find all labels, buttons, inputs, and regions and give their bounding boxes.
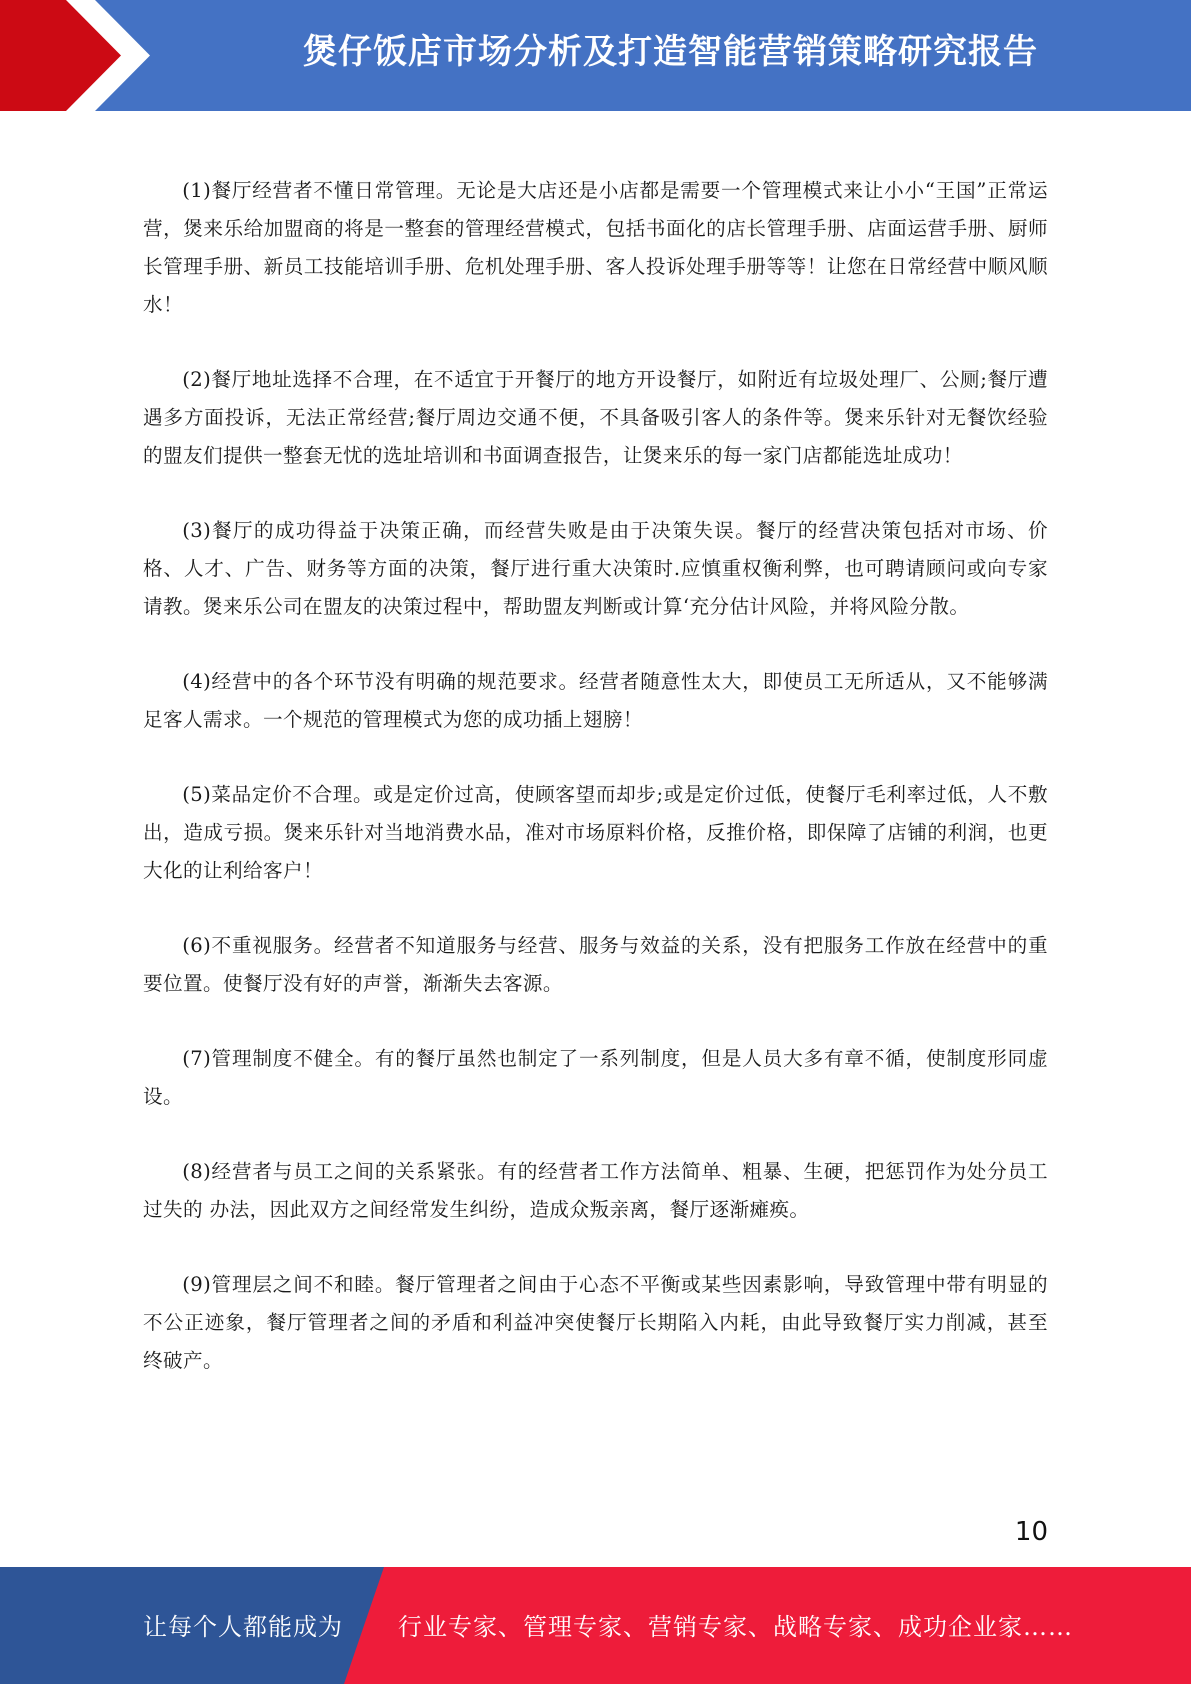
footer-slogan-right: 行业专家、管理专家、营销专家、战略专家、成功企业家…… (398, 1613, 1073, 1641)
report-title: 煲仔饭店市场分析及打造智能营销策略研究报告 (303, 32, 1038, 72)
paragraph-2: (2)餐厅地址选择不合理，在不适宜于开餐厅的地方开设餐厅，如附近有垃圾处理厂、公厕;餐厅遭遇多方面投诉，无法正常经营;餐厅周边交通不便，不具备吸引客人的条件等。煲来乐针对无餐饮经验的盟友们提供一整套无忧的选址培训和书面调查报告，让煲来乐的每一家门店都能选址成功！ (143, 368, 1048, 467)
footer-slogan-left: 让每个人都能成为 (143, 1613, 343, 1641)
paragraph-4: (4)经营中的各个环节没有明确的规范要求。经营者随意性太大，即使员工无所适从，又不能够满足客人需求。一个规范的管理模式为您的成功插上翅膀！ (143, 670, 1048, 731)
paragraph-8: (8)经营者与员工之间的关系紧张。有的经营者工作方法简单、粗暴、生硬，把惩罚作为处分员工过失的 办法，因此双方之间经常发生纠纷，造成众叛亲离，餐厅逐渐瘫痪。 (143, 1160, 1048, 1221)
page-header (0, 0, 1191, 111)
paragraph-7: (7)管理制度不健全。有的餐厅虽然也制定了一系列制度，但是人员大多有章不循，使制度形同虚设。 (143, 1047, 1048, 1108)
paragraph-1: (1)餐厅经营者不懂日常管理。无论是大店还是小店都是需要一个管理模式来让小小“王国”正常运营，煲来乐给加盟商的将是一整套的管理经营模式，包括书面化的店长管理手册、店面运营手册、厨师长管理手册、新员工技能培训手册、危机处理手册、客人投诉处理手册等等！让您在日常经营中顺风顺水！ (143, 179, 1048, 316)
document-body (143, 172, 1048, 1417)
page-number: 10 (1014, 1517, 1048, 1547)
paragraph-5: (5)菜品定价不合理。或是定价过高，使顾客望而却步;或是定价过低，使餐厅毛利率过低，人不敷出，造成亏损。煲来乐针对当地消费水品，准对市场原料价格，反推价格，即保障了店铺的利润，也更大化的让利给客户！ (143, 783, 1048, 882)
header-arrow-decoration (0, 0, 160, 111)
paragraph-9: (9)管理层之间不和睦。餐厅管理者之间由于心态不平衡或某些因素影响，导致管理中带有明显的不公正迹象，餐厅管理者之间的矛盾和利益冲突使餐厅长期陷入内耗，由此导致餐厅实力削减，甚至 终破产。 (143, 1273, 1048, 1372)
page-footer (0, 1567, 1191, 1684)
paragraph-6: (6)不重视服务。经营者不知道服务与经营、服务与效益的关系，没有把服务工作放在经营中的重要位置。使餐厅没有好的声誉，渐渐失去客源。 (143, 934, 1048, 995)
paragraph-3: (3)餐厅的成功得益于决策正确，而经营失败是由于决策失误。餐厅的经营决策包括对市场、价格、人才、广告、财务等方面的决策，餐厅进行重大决策时.应慎重权衡利弊，也可聘请顾问或向专家请教。煲来乐公司在盟友的决策过程中，帮助盟友判断或计算‘充分估计风险，并将风险分散。 (143, 519, 1048, 618)
